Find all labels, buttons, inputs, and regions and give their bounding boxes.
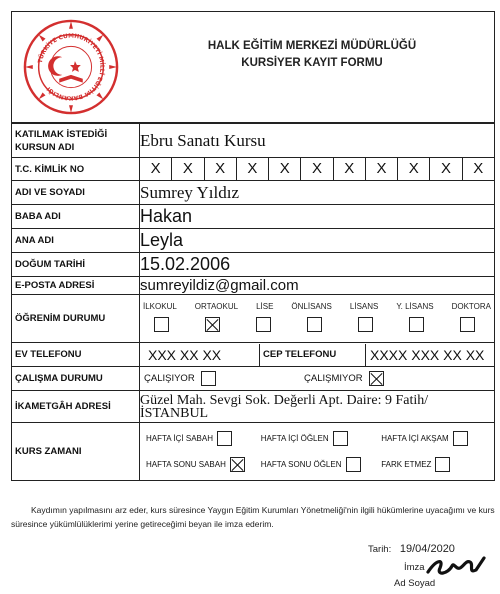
- cell-phone-value[interactable]: XXXX XXX XX XX: [370, 346, 485, 363]
- education-option-label: ÖNLİSANS: [291, 302, 332, 311]
- birth-row: [12, 253, 495, 277]
- tc-digit-cell: X: [473, 160, 484, 177]
- education-option-label: DOKTORA: [451, 302, 491, 311]
- education-option-label: Y. LİSANS: [396, 302, 434, 311]
- schedule-checkbox[interactable]: [346, 457, 361, 472]
- schedule-option[interactable]: [381, 457, 486, 472]
- title-line-2: KURSİYER KAYIT FORMU: [241, 57, 383, 69]
- schedule-option-label: FARK ETMEZ: [381, 460, 432, 469]
- home-phone-value[interactable]: XXX XX XX: [140, 344, 260, 366]
- schedule-option-label: HAFTA SONU SABAH: [146, 460, 226, 469]
- education-checkboxes: [140, 311, 494, 336]
- schedule-weekday-row: [140, 426, 494, 452]
- course-label: KATILMAK İSTEDİĞİ KURSUN ADI: [12, 124, 140, 158]
- schedule-label: KURS ZAMANI: [12, 423, 140, 481]
- email-value[interactable]: sumreyildiz@gmail.com: [140, 277, 495, 295]
- home-phone-label: EV TELEFONU: [12, 343, 140, 367]
- schedule-checkbox[interactable]: [453, 431, 468, 446]
- schedule-option-label: HAFTA İÇİ AKŞAM: [381, 434, 449, 443]
- tc-digit-cell: X: [334, 158, 366, 180]
- date-value[interactable]: 19/04/2020: [399, 543, 455, 555]
- tc-digit-cell: X: [237, 158, 269, 180]
- education-option-label: LİSE: [256, 302, 274, 311]
- address-row: [12, 391, 495, 423]
- schedule-option-label: HAFTA SONU ÖĞLEN: [260, 460, 342, 469]
- phone-cells: [140, 343, 495, 367]
- father-label: BABA ADI: [12, 205, 140, 229]
- name-row: [12, 181, 495, 205]
- title-line-1: HALK EĞİTİM MERKEZİ MÜDÜRLÜĞÜ: [207, 40, 417, 52]
- tc-digit-cell: X: [269, 158, 301, 180]
- svg-text:TÜRKİYE CUMHURİYETİ MİLLÎ EĞİT: TÜRKİYE CUMHURİYETİ MİLLÎ EĞİTİM BAKANLIĞI: [37, 33, 105, 101]
- tc-digit-cell: X: [205, 158, 237, 180]
- tc-row: [12, 158, 495, 181]
- email-row: [12, 277, 495, 295]
- father-row: [12, 205, 495, 229]
- tc-label: T.C. KİMLİK NO: [12, 158, 140, 181]
- schedule-checkbox[interactable]: [217, 431, 232, 446]
- signature-label: İmza: [404, 562, 425, 573]
- education-checkbox[interactable]: [409, 317, 424, 332]
- work-unemployed-checkbox[interactable]: [369, 371, 384, 386]
- name-value[interactable]: Sumrey Yıldız: [140, 181, 495, 205]
- education-option-label: LİSANS: [349, 302, 379, 311]
- education-option-labels: [140, 301, 494, 311]
- name-surname-label: Ad Soyad: [394, 578, 436, 589]
- meb-seal-logo: [22, 18, 120, 116]
- schedule-option-label: HAFTA İÇİ ÖĞLEN: [260, 434, 329, 443]
- cell-phone-label: CEP TELEFONU: [260, 344, 366, 366]
- schedule-option[interactable]: [381, 431, 486, 446]
- schedule-checkbox[interactable]: [333, 431, 348, 446]
- education-options: [140, 295, 495, 343]
- education-checkbox[interactable]: [154, 317, 169, 332]
- tc-digit-cell: X: [430, 158, 462, 180]
- address-label: İKAMETGÂH ADRESİ: [12, 391, 140, 423]
- course-row: [12, 124, 495, 158]
- schedule-checkbox[interactable]: [230, 457, 245, 472]
- phone-row: [12, 343, 495, 367]
- schedule-option[interactable]: [261, 431, 373, 446]
- education-option-label: ORTAOKUL: [194, 302, 239, 311]
- email-label: E-POSTA ADRESİ: [12, 277, 140, 295]
- work-row: [12, 367, 495, 391]
- work-options: [140, 367, 495, 391]
- schedule-option[interactable]: [146, 431, 253, 446]
- work-option-employed[interactable]: [144, 371, 304, 386]
- tc-digit-cell: X: [398, 158, 430, 180]
- form-header: [11, 11, 495, 123]
- schedule-row: [12, 423, 495, 481]
- mother-label: ANA ADI: [12, 229, 140, 253]
- education-checkbox[interactable]: [256, 317, 271, 332]
- course-value[interactable]: Ebru Sanatı Kursu: [140, 124, 495, 158]
- mother-value[interactable]: Leyla: [140, 229, 495, 253]
- education-row: [12, 295, 495, 343]
- form-title: [132, 38, 492, 72]
- work-option-unemployed-label: ÇALIŞMIYOR: [304, 373, 363, 384]
- tc-digit-cell: X: [301, 158, 333, 180]
- tc-digits[interactable]: [140, 158, 495, 181]
- tc-digit-cell: X: [172, 158, 204, 180]
- birth-label: DOĞUM TARİHİ: [12, 253, 140, 277]
- education-checkbox[interactable]: [205, 317, 220, 332]
- education-label: ÖĞRENİM DURUMU: [12, 295, 140, 343]
- work-label: ÇALIŞMA DURUMU: [12, 367, 140, 391]
- schedule-checkbox[interactable]: [435, 457, 450, 472]
- work-option-employed-label: ÇALIŞIYOR: [144, 373, 195, 384]
- schedule-options: [140, 423, 495, 481]
- work-employed-checkbox[interactable]: [201, 371, 216, 386]
- work-option-unemployed[interactable]: [304, 371, 384, 386]
- schedule-option[interactable]: [261, 457, 373, 472]
- education-checkbox[interactable]: [460, 317, 475, 332]
- education-checkbox[interactable]: [307, 317, 322, 332]
- handwritten-signature: [422, 550, 490, 580]
- tc-digit-cell: X: [140, 158, 172, 180]
- education-checkbox[interactable]: [358, 317, 373, 332]
- schedule-option[interactable]: [146, 457, 253, 472]
- mother-row: [12, 229, 495, 253]
- name-label: ADI VE SOYADI: [12, 181, 140, 205]
- schedule-option-label: HAFTA İÇİ SABAH: [146, 434, 213, 443]
- birth-value[interactable]: 15.02.2006: [140, 253, 495, 277]
- address-value[interactable]: Güzel Mah. Sevgi Sok. Değerli Apt. Daire: 9 Fatih/İSTANBUL: [140, 391, 495, 423]
- education-option-label: İLKOKUL: [143, 302, 177, 311]
- declaration-text: Kaydımın yapılmasını arz eder, kurs süresince Yaygın Eğitim Kurumları Yönetmeliği'nin ilgili hükümlerine uyacağımı ve kurs süresince yükümlülüklerimi yerine getireceğimi beyan ile imza ederim.: [11, 505, 495, 529]
- schedule-weekend-row: [140, 452, 494, 478]
- tc-digit-cell: X: [366, 158, 398, 180]
- date-label: Tarih:: [368, 544, 392, 555]
- tc-digit-group: [140, 158, 494, 180]
- father-value[interactable]: Hakan: [140, 205, 495, 229]
- registration-form-table: [11, 123, 495, 481]
- declaration-footer: [11, 503, 495, 531]
